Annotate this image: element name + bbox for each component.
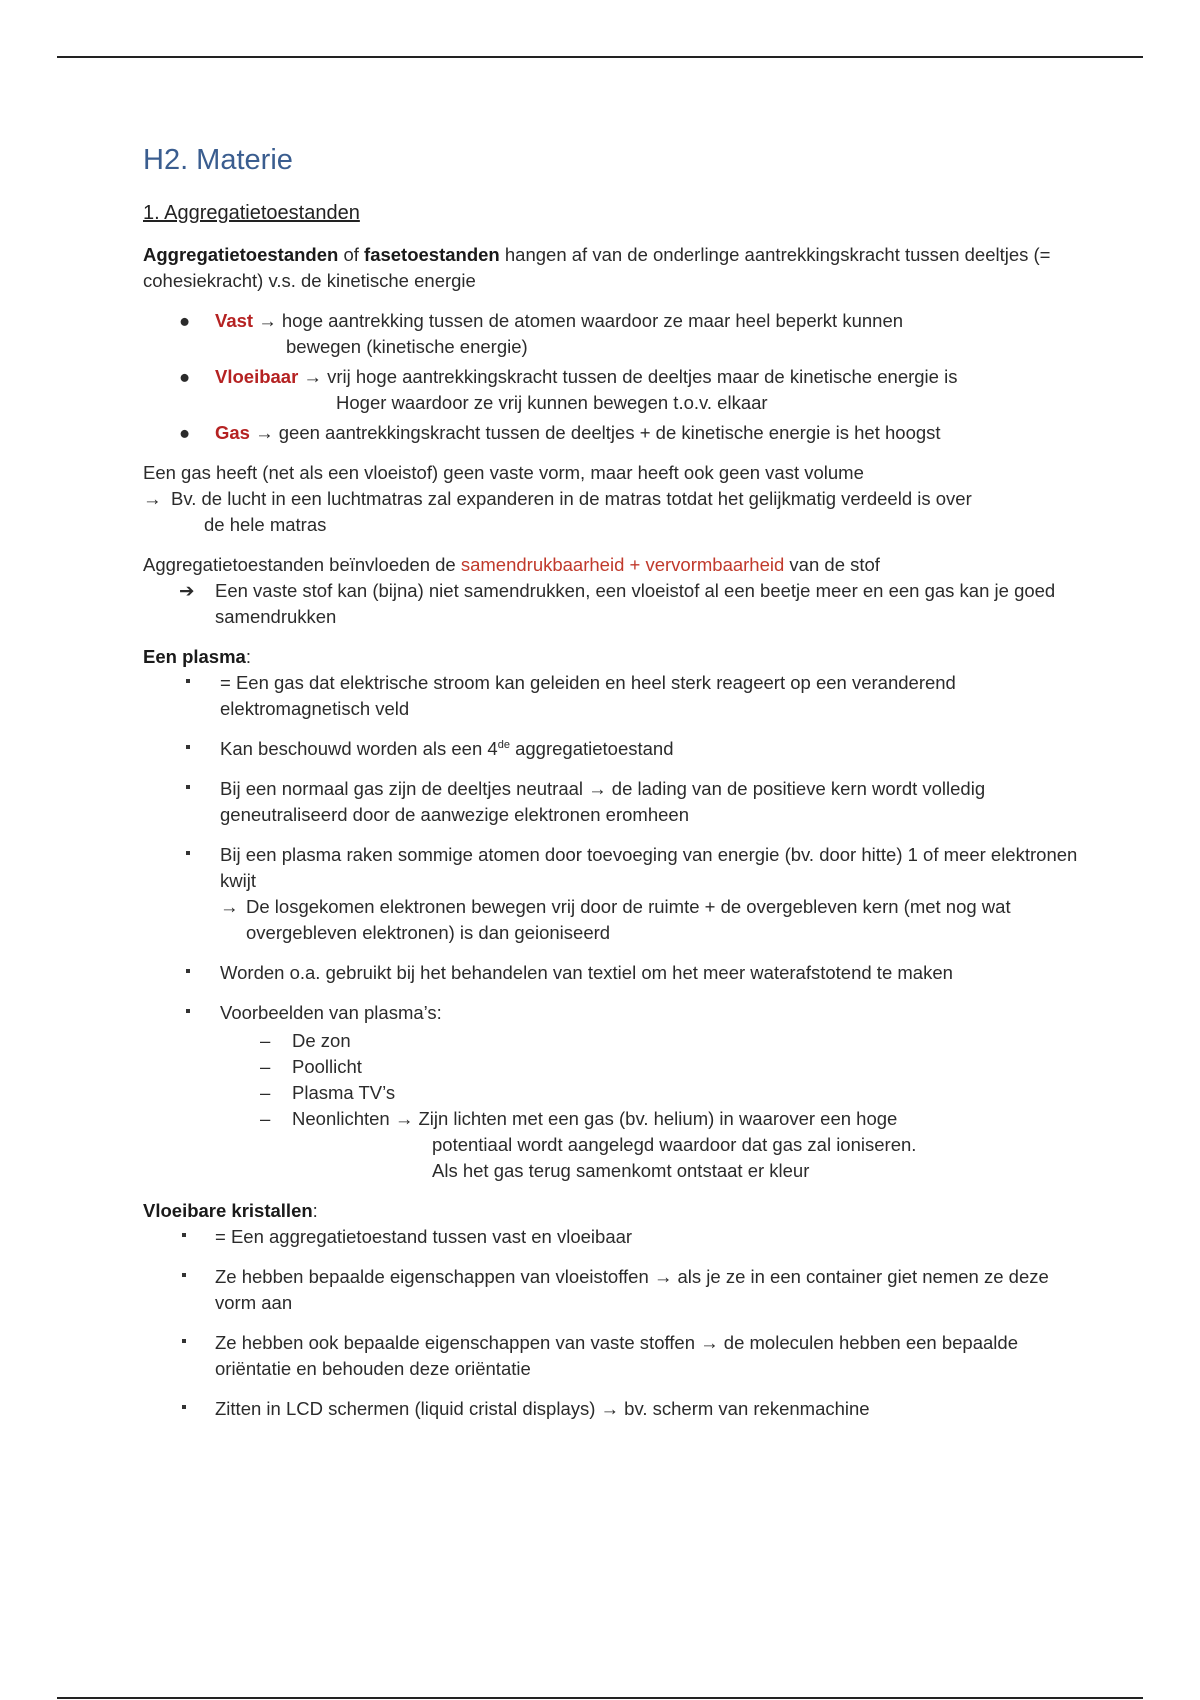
bullet-icon [186, 745, 190, 749]
page-content [143, 140, 1093, 1436]
intro-term-2: fasetoestanden [364, 244, 500, 265]
bullet-icon: ● [179, 422, 191, 443]
list-item [143, 1264, 1093, 1316]
list-item [143, 1000, 1093, 1184]
neon-text-cont: potentiaal wordt aangelegd waardoor dat gas zal ioniseren. [432, 1134, 917, 1155]
bullet-icon [186, 969, 190, 973]
list-item [143, 1396, 1093, 1422]
list-item-text: = Een gas dat elektrische stroom kan geleiden en heel sterk reageert op een veranderend elektromagnetisch veld [220, 672, 956, 719]
example-text: De zon [292, 1030, 351, 1051]
list-item-text: Zitten in LCD schermen (liquid cristal displays) → bv. scherm van rekenmachine [215, 1398, 870, 1419]
compress-post: van de stof [784, 554, 880, 575]
bullet-icon: ● [179, 366, 191, 387]
plasma-sub [220, 894, 1093, 946]
arrow-icon: ➔ [179, 580, 195, 601]
list-item [143, 736, 1093, 762]
plasma-colon: : [245, 646, 251, 667]
list-item-text: Ze hebben bepaalde eigenschappen van vloeistoffen → als je ze in een container giet nemen ze deze vorm aan [215, 1266, 1049, 1313]
states-list [143, 308, 1093, 446]
list-item [143, 776, 1093, 828]
examples-list [220, 1028, 1093, 1184]
example-item [220, 1080, 1093, 1106]
list-item [143, 670, 1093, 722]
crystals-colon: : [312, 1200, 318, 1221]
list-item-text-rest: aggregatietoestand [509, 738, 674, 759]
state-name: Gas [215, 422, 250, 443]
arrow-icon: → [389, 1108, 419, 1129]
bullet-icon [182, 1405, 186, 1409]
compress-sub [143, 578, 1093, 630]
gas-line: Een gas heeft (net als een vloeistof) geen vaste vorm, maar heeft ook geen vast volume [143, 462, 864, 483]
arrow-icon: → [253, 310, 282, 331]
section-title: 1. Aggregatietoestanden [143, 202, 360, 224]
bullet-icon [182, 1339, 186, 1343]
plasma-label [143, 644, 1093, 670]
state-item-vast [143, 308, 1093, 360]
example-text: Neonlichten [292, 1108, 390, 1129]
bullet-icon [182, 1273, 186, 1277]
plasma-list [143, 670, 1093, 1184]
intro-of: of [338, 244, 365, 265]
arrow-icon: → [220, 896, 239, 917]
plasma-sub-text: De losgekomen elektronen bewegen vrij door de ruimte + de overgebleven kern (met nog wat overgebleven elektronen) is dan geioniseerd [246, 896, 1011, 943]
arrow-icon: → [143, 488, 162, 509]
bullet-icon [186, 785, 190, 789]
footer-rule [57, 1697, 1143, 1699]
intro-term-1: Aggregatietoestanden [143, 244, 339, 265]
dash-icon: – [260, 1030, 271, 1051]
gas-paragraph [143, 460, 1093, 538]
example-item [220, 1054, 1093, 1080]
neon-text: Zijn lichten met een gas (bv. helium) in waarover een hoge [418, 1108, 898, 1129]
crystals-label-text: Vloeibare kristallen [143, 1200, 313, 1221]
compress-sub-text: Een vaste stof kan (bijna) niet samendrukken, een vloeistof al een beetje meer en een gas kan je goed samendrukken [215, 580, 1056, 627]
dash-icon: – [260, 1056, 271, 1077]
dash-icon: – [260, 1108, 271, 1129]
plasma-label-text: Een plasma [143, 646, 246, 667]
list-item-text: Worden o.a. gebruikt bij het behandelen van textiel om het meer waterafstotend te maken [220, 962, 953, 983]
page-title: H2. Materie [143, 144, 293, 176]
bullet-icon [182, 1233, 186, 1237]
superscript: de [497, 738, 510, 751]
crystals-list [143, 1224, 1093, 1422]
state-item-gas [143, 420, 1093, 446]
state-text: hoge aantrekking tussen de atomen waardoor ze maar heel beperkt kunnen [281, 310, 904, 331]
state-name: Vast [215, 310, 254, 331]
compress-plus: + [624, 554, 646, 575]
bullet-icon: ● [179, 310, 191, 331]
list-item [143, 842, 1093, 946]
state-text-cont: Hoger waardoor ze vrij kunnen bewegen t.o.v. elkaar [336, 392, 768, 413]
gas-example-text: Bv. de lucht in een luchtmatras zal expanderen in de matras totdat het gelijkmatig verdeeld is over [171, 488, 972, 509]
list-item-text: Ze hebben ook bepaalde eigenschappen van vaste stoffen → de moleculen hebben een bepaalde oriëntatie en behouden deze oriëntatie [215, 1332, 1018, 1379]
list-item-text: Kan beschouwd worden als een 4 [220, 738, 498, 759]
compress-term-2: vervormbaarheid [645, 554, 785, 575]
compress-term-1: samendrukbaarheid [460, 554, 625, 575]
bullet-icon [186, 851, 190, 855]
example-item [220, 1106, 1093, 1184]
intro-rest: hangen af van de onderlinge aantrekkingskracht tussen deeltjes (= cohesiekracht) v.s. de kinetische energie [143, 244, 1051, 291]
crystals-label [143, 1198, 1093, 1224]
arrow-icon: → [298, 366, 328, 387]
arrow-icon: → [249, 422, 279, 443]
list-item [143, 960, 1093, 986]
list-item-text: Bij een plasma raken sommige atomen door toevoeging van energie (bv. door hitte) 1 of meer elektronen kwijt [220, 844, 1078, 891]
bullet-icon [186, 1009, 190, 1013]
compress-line [143, 552, 1093, 578]
list-item [143, 1224, 1093, 1250]
example-item [220, 1028, 1093, 1054]
gas-example-cont: de hele matras [204, 514, 327, 535]
list-item-text: Voorbeelden van plasma’s: [220, 1002, 442, 1023]
state-text: geen aantrekkingskracht tussen de deeltjes + de kinetische energie is het hoogst [278, 422, 941, 443]
neon-text-cont: Als het gas terug samenkomt ontstaat er kleur [432, 1160, 810, 1181]
example-text: Poollicht [292, 1056, 362, 1077]
bullet-icon [186, 679, 190, 683]
compress-pre: Aggregatietoestanden beïnvloeden de [143, 554, 461, 575]
state-text: vrij hoge aantrekkingskracht tussen de deeltjes maar de kinetische energie is [327, 366, 958, 387]
state-item-vloeibaar [143, 364, 1093, 416]
list-item-text: Bij een normaal gas zijn de deeltjes neutraal → de lading van de positieve kern wordt volledig geneutraliseerd door de aanwezige elektronen eromheen [220, 778, 986, 825]
state-text-cont: bewegen (kinetische energie) [286, 336, 528, 357]
compress-paragraph [143, 552, 1093, 630]
intro-paragraph [143, 242, 1093, 294]
list-item [143, 1330, 1093, 1382]
example-text: Plasma TV’s [292, 1082, 396, 1103]
header-rule [57, 56, 1143, 58]
list-item-text: = Een aggregatietoestand tussen vast en vloeibaar [215, 1226, 633, 1247]
state-name: Vloeibaar [215, 366, 299, 387]
dash-icon: – [260, 1082, 271, 1103]
gas-example [143, 486, 1093, 538]
